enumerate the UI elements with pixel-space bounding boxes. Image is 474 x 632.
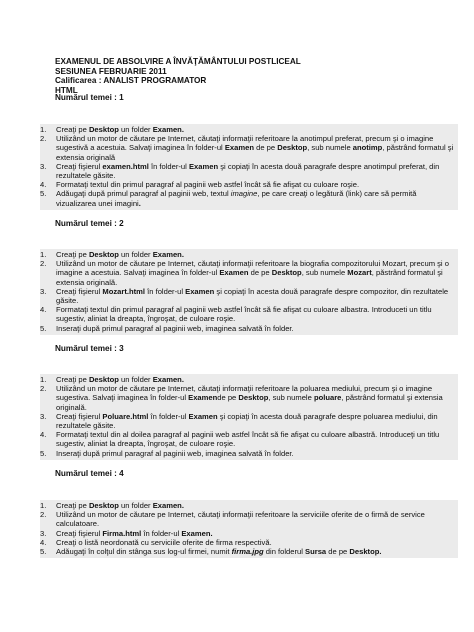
list-item xyxy=(40,430,458,448)
item-number: 4. xyxy=(40,537,47,547)
item-number: 2. xyxy=(40,384,47,394)
topic-4-list xyxy=(40,500,458,558)
item-number: 4. xyxy=(40,180,47,190)
list-item xyxy=(40,538,458,547)
topic-1-title: Numărul temei : 1 xyxy=(55,93,124,102)
header-line-4: HTML xyxy=(55,85,78,95)
item-number: 5. xyxy=(40,547,47,557)
item-text: Adăugaţi după primul paragraf al paginii web, textul imagine, pe care creaţi o legătură (link) care să permită vizualizarea unei imagini. xyxy=(56,189,417,208)
list-item xyxy=(40,180,458,189)
item-text: Creaţi pe Desktop un folder Examen. xyxy=(56,250,184,259)
header-line-3: Calificarea : ANALIST PROGRAMATOR xyxy=(55,76,207,86)
list-item xyxy=(40,287,458,305)
item-number: 1. xyxy=(40,375,47,384)
item-number: 3. xyxy=(40,528,47,538)
item-number: 3. xyxy=(40,411,47,421)
list-item xyxy=(40,547,458,556)
header-line-2: SESIUNEA FEBRUARIE 2011 xyxy=(55,66,167,76)
item-number: 3. xyxy=(40,286,47,296)
topic-1-list xyxy=(40,124,458,210)
item-number: 5. xyxy=(40,189,47,199)
item-number: 2. xyxy=(40,134,47,144)
item-text: Creaţi o listă neordonată cu serviciile oferite de firma respectivă. xyxy=(56,537,272,547)
topic-2-title: Numărul temei : 2 xyxy=(55,219,124,228)
list-item xyxy=(40,501,458,510)
item-text: Creaţi fişierul examen.html în folder-ul Examen şi copiaţi în acesta două paragrafe despre anotimpul preferat, din rezultatele găsite. xyxy=(56,161,440,181)
item-text: Creaţi fişierul Mozart.html în folder-ul Examen şi copiaţi în acesta două paragrafe despre compozitor, din rezultatele găsite. xyxy=(56,286,449,306)
topic-2-list xyxy=(40,249,458,335)
item-number: 1. xyxy=(40,125,47,134)
item-text: Utilizând un motor de căutare pe Internet, căutaţi informaţii referitoare la serviciile oferite de o firmă de service calculatoare. xyxy=(56,510,425,529)
item-number: 2. xyxy=(40,510,47,520)
topic-3-title: Numărul temei : 3 xyxy=(55,344,124,353)
list-item xyxy=(40,375,458,384)
item-text: Formataţi textul din al doilea paragraf al paginii web astfel încât să fie afişat cu culoare albastră. Introduceţi un titlu sugestiv, aliniat la dreapta, îngroşat, de culoare roşie. xyxy=(56,430,440,449)
list-item xyxy=(40,162,458,180)
list-item xyxy=(40,384,458,412)
list-item xyxy=(40,529,458,538)
list-item xyxy=(40,510,458,528)
topic-3-list xyxy=(40,374,458,460)
item-text: Inseraţi după primul paragraf al paginii web, imaginea salvată în folder. xyxy=(56,323,294,333)
item-text: Utilizând un motor de căutare pe Internet, căutaţi informaţii referitoare la poluarea mediului, precum şi o imagine sugestiva. Salvaţi imaginea în folder-ul Examende pe Desktop, sub numele poluare, păstrând formatul şi extensia originală. xyxy=(56,384,443,412)
item-text: Creaţi pe Desktop un folder Examen. xyxy=(56,501,184,510)
list-item xyxy=(40,324,458,333)
item-text: Creaţi fişierul Firma.html în folder-ul Examen. xyxy=(56,528,213,538)
exam-header xyxy=(55,57,301,95)
list-item xyxy=(40,305,458,323)
item-text: Formataţi textul din primul paragraf al paginii web astfel încât să fie afişat cu culoare albastra. Introduceti un titlu sugestiv, aliniat la dreapta, îngroşat, de culoare roşie. xyxy=(56,305,432,324)
item-number: 2. xyxy=(40,259,47,269)
list-item xyxy=(40,259,458,287)
list-item xyxy=(40,449,458,458)
item-text: Creaţi pe Desktop un folder Examen. xyxy=(56,375,184,384)
item-text: Utilizând un motor de căutare pe Internet, căutaţi informaţii referitoare la biografia compozitorului Mozart, precum şi o imagine a acestuia. Salvaţi imaginea în folder-ul Examen de pe Desktop, sub numele Mozart, păstrând formatul şi extensia originală. xyxy=(56,259,449,287)
item-text: Creaţi fişierul Poluare.html în folder-ul Examen şi copiaţi în acesta două paragrafe despre poluarea mediului, din rezultatele găsite. xyxy=(56,411,438,431)
item-text: Formataţi textul din primul paragraf al paginii web astfel încât să fie afişat cu culoare roşie. xyxy=(56,180,360,190)
item-number: 5. xyxy=(40,448,47,458)
list-item xyxy=(40,412,458,430)
list-item xyxy=(40,125,458,134)
item-number: 4. xyxy=(40,305,47,315)
item-number: 3. xyxy=(40,161,47,171)
header-line-1: EXAMENUL DE ABSOLVIRE A ÎNVĂŢĂMÂNTULUI POSTLICEAL xyxy=(55,57,301,66)
item-text: Creaţi pe Desktop un folder Examen. xyxy=(56,125,184,134)
item-number: 1. xyxy=(40,250,47,259)
list-item xyxy=(40,250,458,259)
item-number: 1. xyxy=(40,501,47,510)
list-item xyxy=(40,134,458,162)
item-text: Utilizând un motor de căutare pe Internet, căutaţi informaţii referitoare la anotimpul preferat, precum şi o imagine sugestivă a acestuia. Salvaţi imaginea în folder-ul Examen de pe Desktop, sub numele anotimp, păstrând formatul şi extensia originală xyxy=(56,134,454,162)
list-item xyxy=(40,189,458,207)
topic-4-title: Numărul temei : 4 xyxy=(55,469,124,478)
item-text: Adăugaţi în colţul din stânga sus log-ul firmei, numit firma.jpg din folderul Sursa de pe Desktop. xyxy=(56,547,382,557)
item-number: 5. xyxy=(40,323,47,333)
item-number: 4. xyxy=(40,430,47,440)
item-text: Inseraţi după primul paragraf al paginii web, imaginea salvată în folder. xyxy=(56,448,294,458)
